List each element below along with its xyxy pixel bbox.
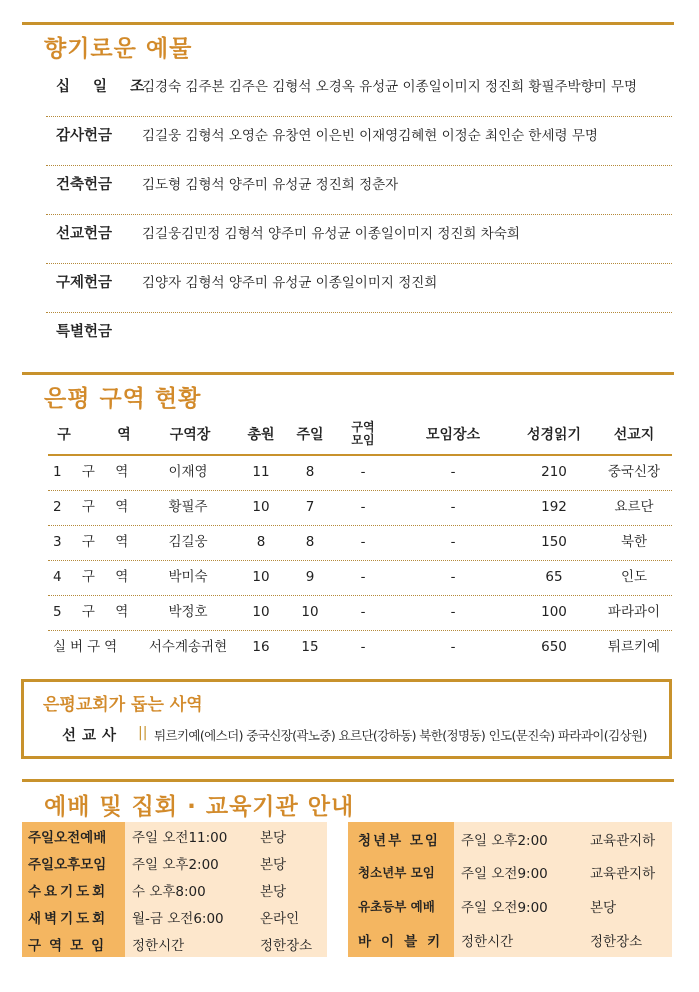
offering-row-relief xyxy=(46,263,672,313)
district-sunday: 9 xyxy=(305,569,315,585)
district-missionary: 요르단 xyxy=(614,499,654,515)
offering-names: 김길웅김민정 김형석 양주미 유성균 이종일이미지 정진희 차숙희 xyxy=(142,226,520,242)
schedule-row xyxy=(348,923,672,957)
mission-list: 튀르키예(에스더) 중국신장(곽노중) 요르단(강하동) 북한(정명동) 인도(문진숙) 파라과이(김상원) xyxy=(154,728,647,743)
schedule-place: 교육관지하 xyxy=(590,866,656,882)
district-place: - xyxy=(450,499,456,515)
offering-names: 김도형 김형석 양주미 유성균 정진희 정춘자 xyxy=(142,177,399,193)
district-total: 10 xyxy=(252,604,270,620)
schedule-place: 정한장소 xyxy=(260,937,313,954)
schedule-row xyxy=(22,930,327,957)
header-bible: 성경읽기 xyxy=(526,427,582,443)
offering-names: 김경숙 김주본 김주은 김형석 오경옥 유성균 이종일이미지 정진희 황필주박향미 무명 xyxy=(142,79,638,95)
district-name: 5 구 역 xyxy=(53,604,137,620)
offering-label: 구제헌금 xyxy=(56,275,113,291)
schedule-left-table xyxy=(22,822,327,957)
district-leader: 이재영 xyxy=(168,464,208,480)
district-meeting: - xyxy=(360,569,366,585)
schedule-label: 주일오후모임 xyxy=(22,849,125,876)
district-meeting: - xyxy=(360,639,366,655)
district-bible: 150 xyxy=(541,534,567,550)
offering-row-tithe xyxy=(46,67,672,117)
schedule-label: 유초등부 예배 xyxy=(348,889,454,923)
schedule-place: 본당 xyxy=(260,856,287,873)
schedule-label: 새벽기도회 xyxy=(22,903,125,930)
district-name: 실버구역 xyxy=(53,639,122,655)
header-place: 모임장소 xyxy=(425,427,481,443)
district-meeting: - xyxy=(360,534,366,550)
header-leader: 구역장 xyxy=(169,427,211,443)
districts-rule xyxy=(22,372,674,375)
header-missionary: 선교지 xyxy=(613,427,655,443)
schedule-right-table xyxy=(348,822,672,957)
offering-names: 김길웅 김형석 오영순 유창연 이은빈 이재영김혜현 이정순 최인순 한세령 무명 xyxy=(142,128,598,144)
table-row xyxy=(48,525,672,561)
schedule-time: 주일 오후2:00 xyxy=(461,832,548,849)
table-row xyxy=(48,455,672,491)
header-sunday: 주일 xyxy=(296,427,324,443)
district-place: - xyxy=(450,569,456,585)
schedule-time: 정한시간 xyxy=(461,934,514,950)
district-meeting: - xyxy=(360,604,366,620)
district-sunday: 10 xyxy=(301,604,319,620)
district-leader: 김길웅 xyxy=(168,534,208,550)
district-bible: 650 xyxy=(541,639,567,655)
schedule-row xyxy=(22,822,327,849)
district-missionary: 북한 xyxy=(620,534,648,550)
schedule-row xyxy=(22,903,327,930)
district-total: 11 xyxy=(252,464,270,480)
district-total: 10 xyxy=(252,499,270,515)
district-leader: 박미숙 xyxy=(168,569,208,585)
schedule-title: 예배 및 집회 · 교육기관 안내 xyxy=(44,794,355,820)
header-yeok: 역 xyxy=(117,427,131,443)
district-leader: 황필주 xyxy=(168,499,208,515)
schedule-label: 청년부 모임 xyxy=(348,822,454,855)
table-row xyxy=(48,490,672,526)
mission-separator: || xyxy=(138,725,148,741)
district-bible: 100 xyxy=(541,604,567,620)
district-sunday: 8 xyxy=(305,534,315,550)
schedule-place: 본당 xyxy=(260,883,287,900)
table-row xyxy=(48,595,672,631)
district-place: - xyxy=(450,604,456,620)
district-bible: 192 xyxy=(541,499,567,515)
offering-row-mission xyxy=(46,214,672,264)
districts-title: 은평 구역 현황 xyxy=(44,386,202,412)
schedule-time: 주일 오후2:00 xyxy=(132,856,219,873)
district-meeting: - xyxy=(360,499,366,515)
schedule-time: 정한시간 xyxy=(132,937,185,954)
mission-box xyxy=(21,679,672,759)
schedule-place: 온라인 xyxy=(260,910,300,927)
schedule-label: 청소년부 모임 xyxy=(348,855,454,889)
district-name: 2 구 역 xyxy=(53,499,137,515)
district-bible: 210 xyxy=(541,464,567,480)
schedule-row xyxy=(348,822,672,855)
district-meeting: - xyxy=(360,464,366,480)
mission-title: 은평교회가 돕는 사역 xyxy=(43,695,203,715)
district-place: - xyxy=(450,464,456,480)
schedule-label: 바이블키 xyxy=(348,923,454,957)
schedule-row xyxy=(22,849,327,876)
district-missionary: 튀르키예 xyxy=(607,639,661,655)
schedule-place: 교육관지하 xyxy=(590,832,656,849)
offering-label: 십 일 조 xyxy=(56,79,154,95)
schedule-time: 주일 오전11:00 xyxy=(132,829,228,846)
district-total: 8 xyxy=(256,534,266,550)
district-missionary: 파라과이 xyxy=(607,604,661,620)
schedule-row xyxy=(348,855,672,889)
offering-row-building xyxy=(46,165,672,215)
district-name: 1 구 역 xyxy=(53,464,137,480)
schedule-time: 주일 오전9:00 xyxy=(461,900,548,916)
district-leader: 박정호 xyxy=(168,604,208,620)
district-place: - xyxy=(450,639,456,655)
header-meeting: 구역 모임 xyxy=(351,420,375,447)
offering-label: 특별헌금 xyxy=(56,324,113,340)
table-row xyxy=(48,630,672,665)
header-gu: 구 xyxy=(57,427,71,443)
schedule-place: 정한장소 xyxy=(590,934,643,950)
schedule-label: 수요기도회 xyxy=(22,876,125,903)
district-bible: 65 xyxy=(545,569,563,585)
schedule-place: 본당 xyxy=(590,900,617,916)
mission-label: 선교사 xyxy=(62,728,123,744)
district-missionary: 중국신장 xyxy=(607,464,661,480)
offerings-title: 향기로운 예물 xyxy=(44,36,193,62)
offering-row-special xyxy=(46,312,672,361)
district-sunday: 7 xyxy=(305,499,315,515)
offering-label: 건축헌금 xyxy=(56,177,113,193)
schedule-label: 구역모임 xyxy=(22,930,125,957)
schedule-rule xyxy=(22,779,674,782)
district-name: 3 구 역 xyxy=(53,534,137,550)
offering-label: 선교헌금 xyxy=(56,226,113,242)
header-total: 총원 xyxy=(247,427,275,443)
district-name: 4 구 역 xyxy=(53,569,137,585)
offering-label: 감사헌금 xyxy=(56,128,113,144)
district-total: 16 xyxy=(252,639,270,655)
table-row xyxy=(48,560,672,596)
schedule-time: 주일 오전9:00 xyxy=(461,866,548,882)
district-place: - xyxy=(450,534,456,550)
district-missionary: 인도 xyxy=(620,569,648,585)
offering-row-thanks xyxy=(46,116,672,166)
schedule-place: 본당 xyxy=(260,829,287,846)
district-sunday: 15 xyxy=(301,639,319,655)
offering-names: 김양자 김형석 양주미 유성균 이종일이미지 정진희 xyxy=(142,275,438,291)
schedule-row xyxy=(22,876,327,903)
district-total: 10 xyxy=(252,569,270,585)
schedule-time: 수 오후8:00 xyxy=(132,883,206,900)
top-rule xyxy=(22,22,674,25)
schedule-label: 주일오전예배 xyxy=(22,822,125,849)
schedule-time: 월-금 오전6:00 xyxy=(132,910,224,927)
district-leader: 서수계송귀현 xyxy=(148,639,228,655)
district-sunday: 8 xyxy=(305,464,315,480)
schedule-row xyxy=(348,889,672,923)
